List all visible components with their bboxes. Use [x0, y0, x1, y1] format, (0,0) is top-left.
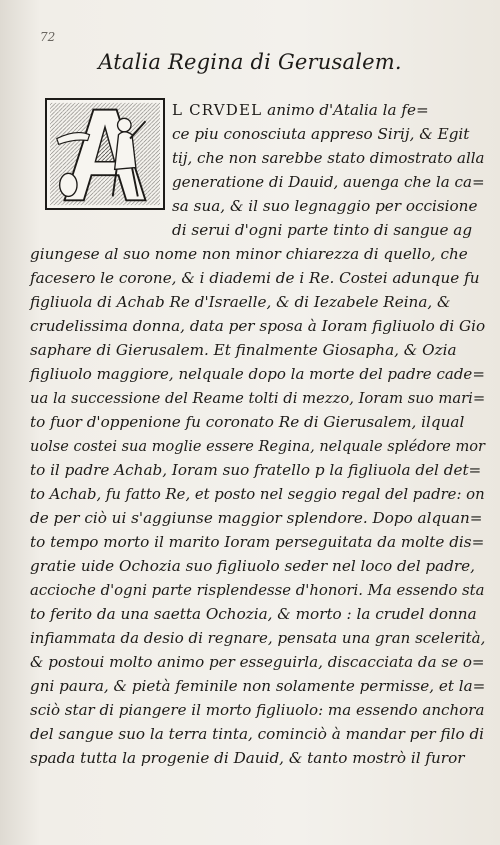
line-rest: animo d'Atalia la fe= — [262, 101, 429, 119]
text-line: to il padre Achab, Ioram suo fratello p la figliuola del det= — [30, 461, 482, 479]
text-line: sa sua, & il suo legnaggio per occisione — [172, 197, 478, 215]
text-line: figliuola di Achab Re d'Israelle, & di Iezabele Reina, & — [30, 293, 451, 311]
text-line: facesero le corone, & i diademi de i Re. Costei adunque fu — [30, 269, 480, 287]
text-line: gratie uide Ochozia suo figliuolo seder nel loco del padre, — [30, 557, 475, 575]
text-line — [172, 101, 429, 119]
text-line: generatione di Dauid, auenga che la ca= — [172, 173, 485, 191]
text-line: to Achab, fu fatto Re, et posto nel seggio regal del padre: on — [30, 485, 485, 503]
woodcut-initial-icon — [47, 100, 163, 208]
text-line: ua la successione del Reame tolti di mezzo, Ioram suo mari= — [30, 389, 486, 407]
page-title: Atalia Regina di Gerusalem. — [98, 50, 402, 74]
text-line: tij, che non sarebbe stato dimostrato alla — [172, 149, 485, 167]
text-line: to tempo morto il marito Ioram perseguitata da molte dis= — [30, 533, 485, 551]
text-line: del sangue suo la terra tinta, cominciò à mandar per filo di — [30, 725, 485, 743]
text-line: infiammata da desio di regnare, pensata una gran scelerità, — [30, 629, 486, 647]
text-line: ce piu conosciuta appreso Sirij, & Egit — [172, 125, 470, 143]
text-line: to ferito da una saetta Ochozia, & morto : la crudel donna — [30, 605, 477, 623]
text-line: & postoui molto animo per esseguirla, discacciata da se o= — [30, 653, 485, 671]
text-line: gni paura, & pietà feminile non solamente permisse, et la= — [30, 677, 486, 695]
text-line: uolse costei sua moglie essere Regina, nelquale splédore mor — [30, 437, 486, 455]
text-line: figliuolo maggiore, nelquale dopo la morte del padre cade= — [30, 365, 485, 383]
text-line: to fuor d'oppenione fu coronato Re di Gierusalem, ilqual — [30, 413, 465, 431]
text-line: accioche d'ogni parte risplendesse d'honori. Ma essendo sta — [30, 581, 485, 599]
decorated-initial-a — [45, 98, 165, 210]
text-line: sciò star di piangere il morto figliuolo: ma essendo anchora — [30, 701, 485, 719]
opening-words: L CRVDEL — [172, 101, 263, 119]
text-line: crudelissima donna, data per sposa à Ioram figliuolo di Gio — [30, 317, 486, 335]
text-line: di serui d'ogni parte tinto di sangue ag — [172, 221, 473, 239]
text-line: de per ciò ui s'aggiunse maggior splendore. Dopo alquan= — [30, 509, 483, 527]
page-number: 72 — [40, 30, 56, 44]
text-line: giungese al suo nome non minor chiarezza di quello, che — [30, 245, 468, 263]
text-line: spada tutta la progenie di Dauid, & tanto mostrò il furor — [30, 749, 465, 767]
text-line: saphare di Gierusalem. Et finalmente Giosapha, & Ozia — [30, 341, 457, 359]
